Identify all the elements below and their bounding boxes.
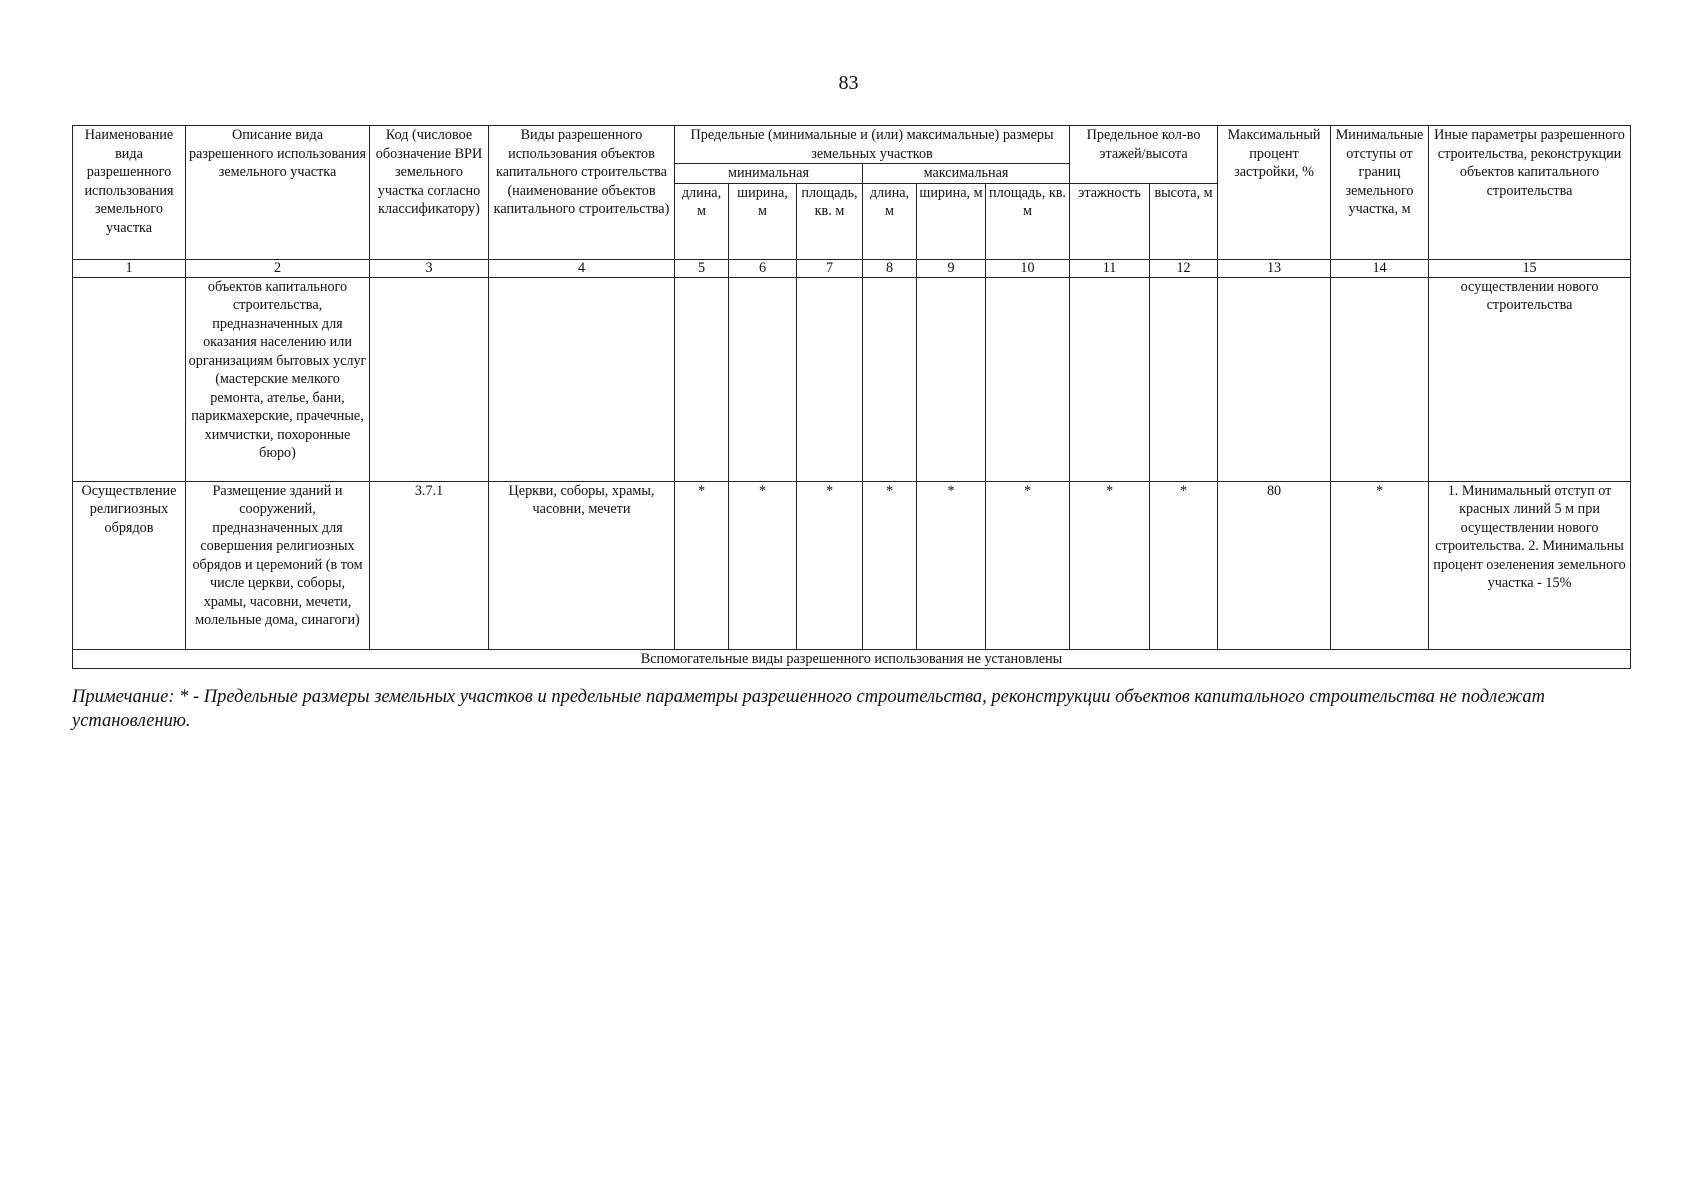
page-number: 83 [838, 72, 859, 94]
auxiliary-uses-row: Вспомогательные виды разрешенного использования не установлены [73, 649, 1631, 669]
column-number: 1 [73, 259, 186, 277]
header-name-of-use: Наименование вида разрешенного использования земельного участка [73, 126, 186, 260]
column-number: 15 [1429, 259, 1631, 277]
header-limit-sizes: Предельные (минимальные и (или) максимальные) размеры земельных участков [675, 126, 1070, 164]
header-min-length: длина, м [675, 183, 729, 259]
cell-min-length: * [675, 481, 729, 649]
cell-types: Церкви, соборы, храмы, часовни, мечети [489, 481, 675, 649]
header-floors: этажность [1070, 183, 1150, 259]
header-height: высота, м [1150, 183, 1218, 259]
cell-name [73, 277, 186, 481]
footnote: Примечание: * - Предельные размеры земельных участков и предельные параметры разрешенного строительства, реконструкции объектов капитального строительства не подлежат установлению. [72, 687, 1545, 731]
table-row [73, 277, 1631, 481]
cell-description: объектов капитального строительства, предназначенных для оказания населению или организациям бытовых услуг (мастерские мелкого ремонта, ателье, бани, парикмахерские, прачечные, химчистки, похоронные бюро) [186, 277, 370, 481]
cell-min-length [675, 277, 729, 481]
header-min-area: площадь, кв. м [797, 183, 863, 259]
header-max-area: площадь, кв. м [986, 183, 1070, 259]
column-number: 8 [863, 259, 917, 277]
column-number: 5 [675, 259, 729, 277]
zoning-table [72, 125, 1631, 669]
cell-max-width [917, 277, 986, 481]
column-number: 9 [917, 259, 986, 277]
table-row [73, 481, 1631, 649]
cell-max-length: * [863, 481, 917, 649]
column-number: 13 [1218, 259, 1331, 277]
header-min-indent: Минимальные отступы от границ земельного участка, м [1331, 126, 1429, 260]
cell-min-indent [1331, 277, 1429, 481]
cell-min-indent: * [1331, 481, 1429, 649]
header-description: Описание вида разрешенного использования земельного участка [186, 126, 370, 260]
cell-min-width: * [729, 481, 797, 649]
cell-other-params: осуществлении нового строительства [1429, 277, 1631, 481]
cell-name: Осуществление религиозных обрядов [73, 481, 186, 649]
cell-floors [1070, 277, 1150, 481]
cell-max-area: * [986, 481, 1070, 649]
cell-max-area [986, 277, 1070, 481]
column-number: 3 [370, 259, 489, 277]
header-types: Виды разрешенного использования объектов капитального строительства (наименование объектов капитального строительства) [489, 126, 675, 260]
column-number: 7 [797, 259, 863, 277]
column-number: 14 [1331, 259, 1429, 277]
header-floors-height: Предельное кол-во этажей/высота [1070, 126, 1218, 184]
cell-max-length [863, 277, 917, 481]
header-max-width: ширина, м [917, 183, 986, 259]
header-other-params: Иные параметры разрешенного строительства, реконструкции объектов капитального строительства [1429, 126, 1631, 260]
header-max-percent: Максимальный процент застройки, % [1218, 126, 1331, 260]
column-number: 11 [1070, 259, 1150, 277]
cell-other-params: 1. Минимальный отступ от красных линий 5 м при осуществлении нового строительства. 2. Минимальны процент озеленения земельного участка - 15% [1429, 481, 1631, 649]
column-number: 10 [986, 259, 1070, 277]
column-number: 4 [489, 259, 675, 277]
cell-height [1150, 277, 1218, 481]
cell-floors: * [1070, 481, 1150, 649]
cell-max-percent [1218, 277, 1331, 481]
column-number: 12 [1150, 259, 1218, 277]
header-min-width: ширина, м [729, 183, 797, 259]
header-code: Код (числовое обозначение ВРИ земельного участка согласно классификатору) [370, 126, 489, 260]
column-number: 6 [729, 259, 797, 277]
cell-code: 3.7.1 [370, 481, 489, 649]
header-max-length: длина, м [863, 183, 917, 259]
cell-min-area [797, 277, 863, 481]
cell-types [489, 277, 675, 481]
header-maximal: максимальная [863, 164, 1070, 184]
cell-height: * [1150, 481, 1218, 649]
cell-description: Размещение зданий и сооружений, предназначенных для совершения религиозных обрядов и церемоний (в том числе церкви, соборы, храмы, часовни, мечети, молельные дома, синагоги) [186, 481, 370, 649]
cell-max-percent: 80 [1218, 481, 1331, 649]
cell-min-width [729, 277, 797, 481]
cell-min-area: * [797, 481, 863, 649]
header-minimal: минимальная [675, 164, 863, 184]
column-number: 2 [186, 259, 370, 277]
cell-code [370, 277, 489, 481]
cell-max-width: * [917, 481, 986, 649]
